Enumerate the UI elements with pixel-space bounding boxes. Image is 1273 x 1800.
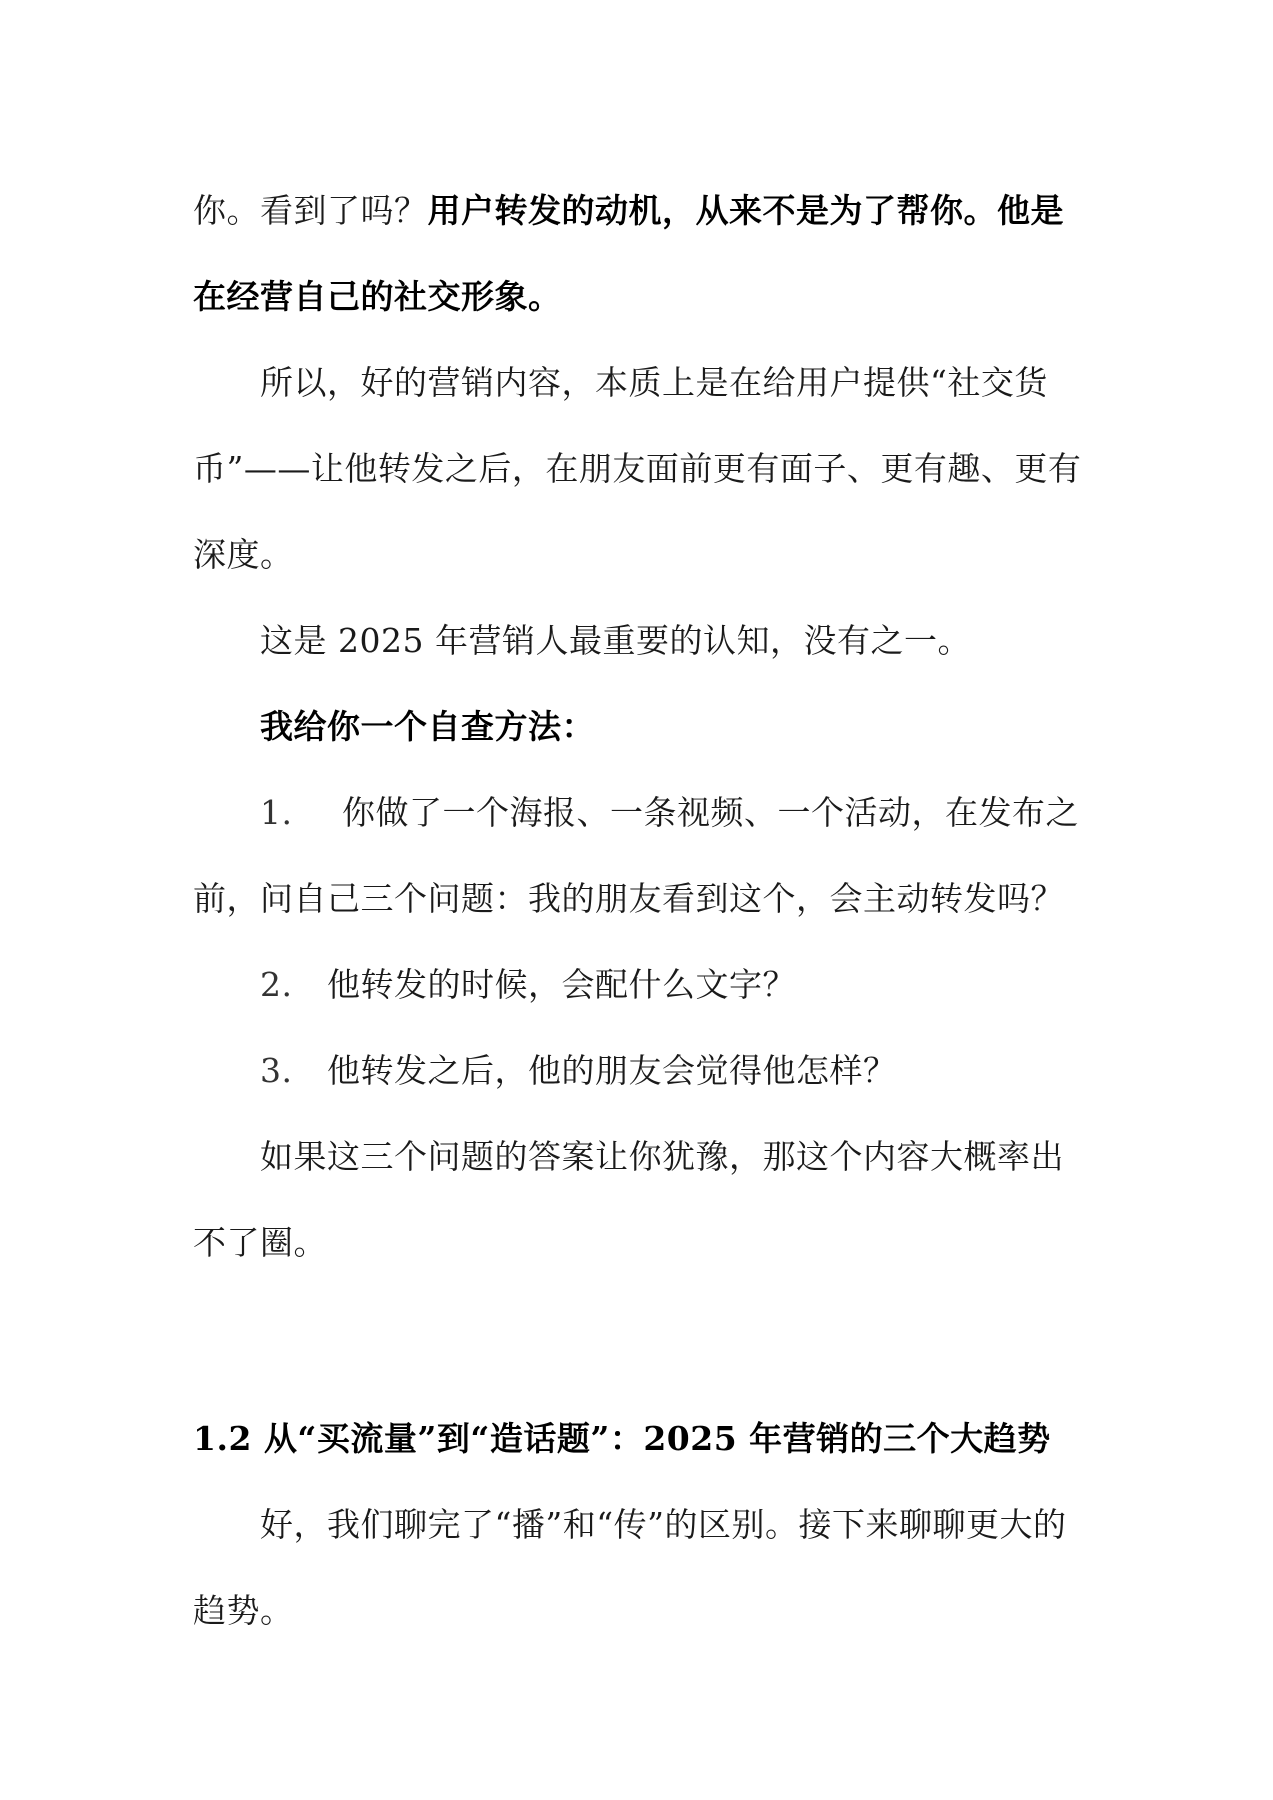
paragraph-social-currency: 所以，好的营销内容，本质上是在给用户提供“社交货币”——让他转发之后，在朋友面前更有面子、更有趣、更有深度。: [193, 363, 1082, 574]
paragraph-conclusion: 如果这三个问题的答案让你犹豫，那这个内容大概率出不了圈。: [193, 1137, 1064, 1262]
paragraph-self-check-intro: 我给你一个自查方法：: [260, 707, 595, 746]
list-text: 他转发的时候，会配什么文字？: [327, 965, 796, 1004]
list-item: [193, 770, 1083, 942]
document-body: [193, 168, 1083, 1654]
paragraph-bold-text: 用户转发的动机，从来不是为了帮你。他是在经营自己的社交形象。: [193, 191, 1064, 316]
list-text: 你做了一个海报、一条视频、一个活动，在发布之前，问自己三个问题：我的朋友看到这个，会主动转发吗？: [193, 793, 1079, 918]
list-number: 2.: [260, 965, 293, 1004]
paragraph-continuation: [193, 168, 1083, 340]
list-item: [193, 942, 1083, 1028]
paragraph-key-insight: 这是 2025 年营销人最重要的认知，没有之一。: [260, 621, 971, 660]
list-number: 3.: [260, 1051, 293, 1090]
section-spacer: [193, 1286, 1083, 1396]
section-heading: 1.2 从“买流量”到“造话题”：2025 年营销的三个大趋势: [193, 1419, 1051, 1458]
list-text: 他转发之后，他的朋友会觉得他怎样？: [327, 1051, 897, 1090]
list-item: [193, 1028, 1083, 1114]
list-number: 1.: [260, 793, 293, 832]
paragraph-transition: 好，我们聊完了“播”和“传”的区别。接下来聊聊更大的趋势。: [193, 1505, 1067, 1630]
paragraph-plain-text: 你。看到了吗？: [193, 191, 428, 230]
